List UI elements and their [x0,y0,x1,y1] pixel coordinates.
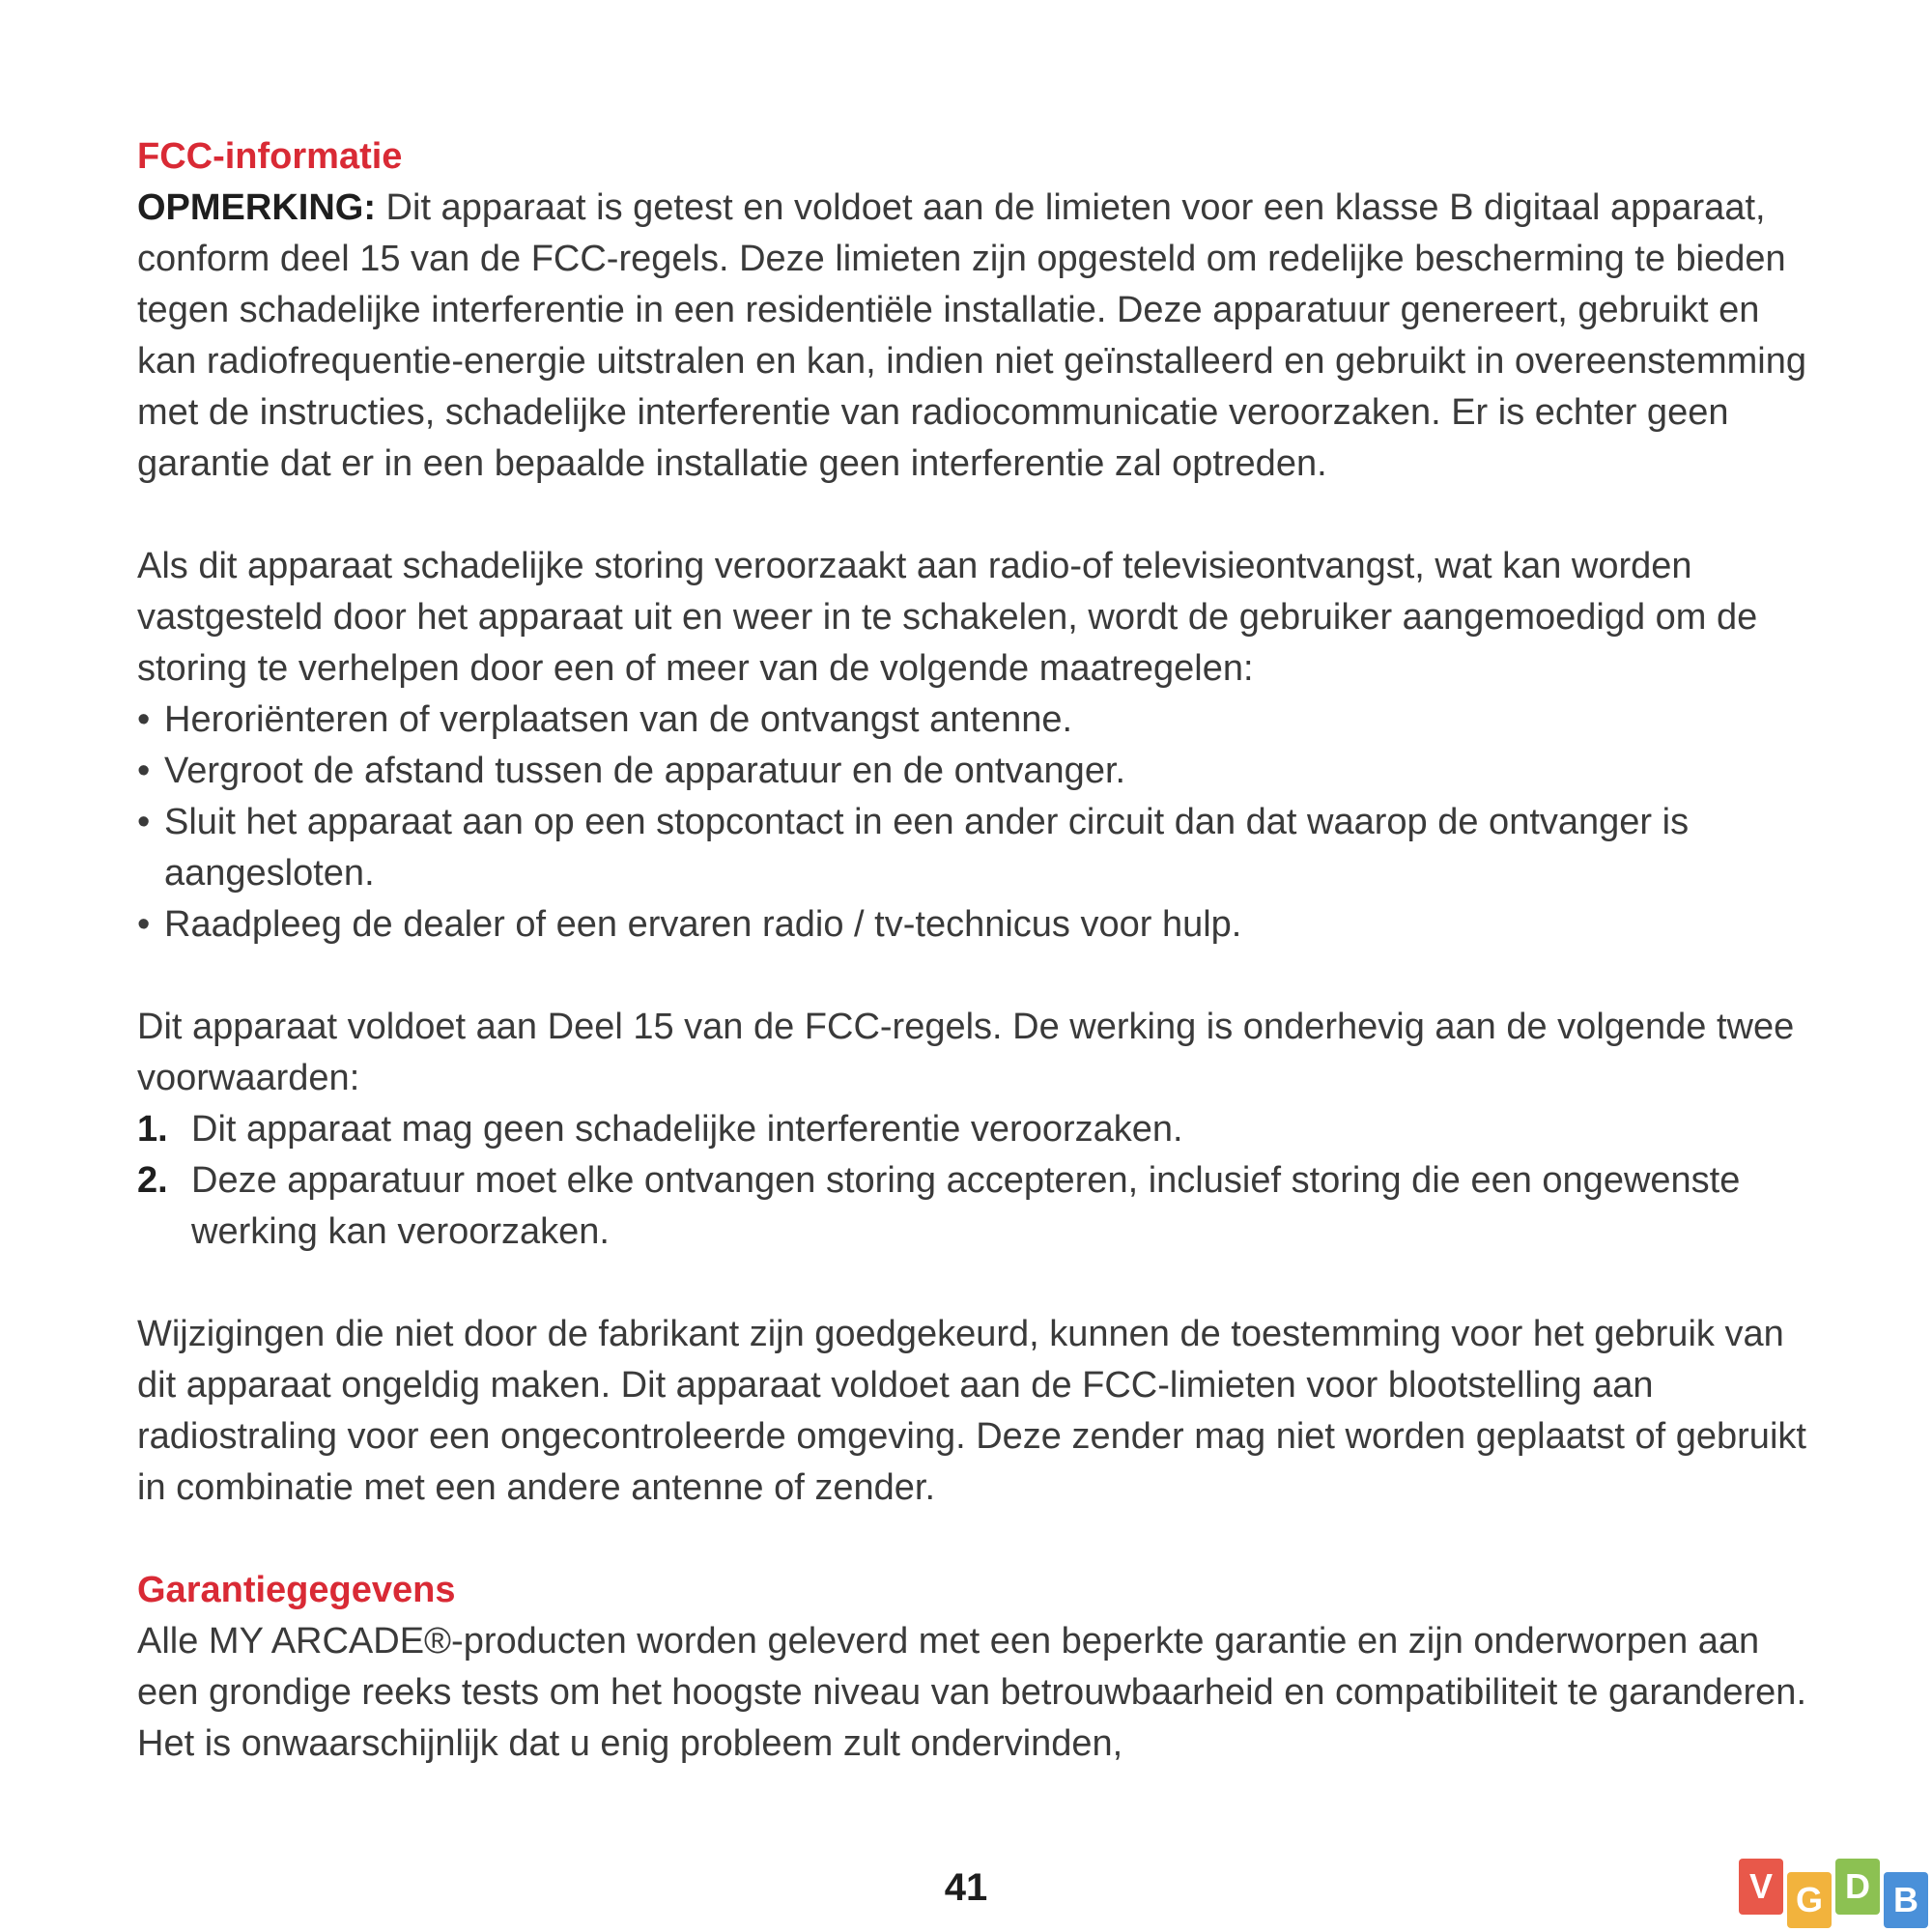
vgdb-watermark-logo [1739,1857,1932,1932]
list-item [137,1104,1808,1155]
storing-intro-paragraph: Als dit apparaat schadelijke storing veroorzaakt aan radio-of televisieontvangst, wat kan worden vastgesteld door het apparaat uit en weer in te schakelen, wordt de gebruiker aangemoedigd om de storing te verhelpen door een of meer van de volgende maatregelen: [137,546,1758,689]
warranty-paragraph: Alle MY ARCADE®-producten worden geleverd met een beperkte garantie en zijn onderworpen aan een grondige reeks tests om het hoogste niveau van betrouwbaarheid en compatibiliteit te garanderen. Het is onwaarschijnlijk dat u enig probleem zult ondervinden, [137,1621,1806,1764]
watermark-letter-d: D [1835,1859,1880,1915]
watermark-letter-g: G [1787,1872,1832,1928]
list-item: • Vergroot de afstand tussen de apparatuur en de ontvanger. [137,746,1808,797]
note-text: Dit apparaat is getest en voldoet aan de limieten voor een klasse B digitaal apparaat, conform deel 15 van de FCC-regels. Deze limieten zijn opgesteld om redelijke bescherming te bieden tegen schadelijke interferentie in een residentiële installatie. Deze apparatuur genereert, gebruikt en kan radiofrequentie-energie uitstralen en kan, indien niet geïnstalleerd en gebruikt in overeenstemming met de instructies, schadelijke interferentie van radiocommunicatie veroorzaken. Er is echter geen garantie dat er in een bepaalde installatie geen interferentie zal optreden. [137,187,1806,484]
condition-text: Deze apparatuur moet elke ontvangen storing accepteren, inclusief storing die een ongewenste werking kan veroorzaken. [191,1160,1741,1252]
condition-number: 1. [137,1109,168,1150]
document-page [137,131,1808,1770]
measures-list [137,695,1808,951]
condition-text: Dit apparaat mag geen schadelijke interferentie veroorzaken. [191,1109,1183,1150]
list-item: • Heroriënteren of verplaatsen van de ontvangst antenne. [137,695,1808,746]
part15-intro-paragraph: Dit apparaat voldoet aan Deel 15 van de FCC-regels. De werking is onderhevig aan de volgende twee voorwaarden: [137,1007,1795,1098]
fcc-note-paragraph [137,183,1808,490]
list-item: • Sluit het apparaat aan op een stopcontact in een ander circuit dan dat waarop de ontvanger is aangesloten. [137,797,1808,899]
watermark-letter-b: B [1884,1872,1928,1928]
list-item: • Raadpleeg de dealer of een ervaren radio / tv-technicus voor hulp. [137,899,1808,951]
condition-number: 2. [137,1160,168,1201]
watermark-letter-v: V [1739,1859,1783,1915]
fcc-heading: FCC-informatie [137,136,403,177]
note-label: OPMERKING: [137,187,376,228]
list-item [137,1155,1808,1258]
page-number: 41 [944,1866,988,1909]
warranty-heading: Garantiegegevens [137,1570,456,1610]
modifications-paragraph: Wijzigingen die niet door de fabrikant zijn goedgekeurd, kunnen de toestemming voor het gebruik van dit apparaat ongeldig maken. Dit apparaat voldoet aan de FCC-limieten voor blootstelling aan radiostraling voor een ongecontroleerde omgeving. Deze zender mag niet worden geplaatst of gebruikt in combinatie met een andere antenne of zender. [137,1314,1806,1508]
conditions-list [137,1104,1808,1258]
